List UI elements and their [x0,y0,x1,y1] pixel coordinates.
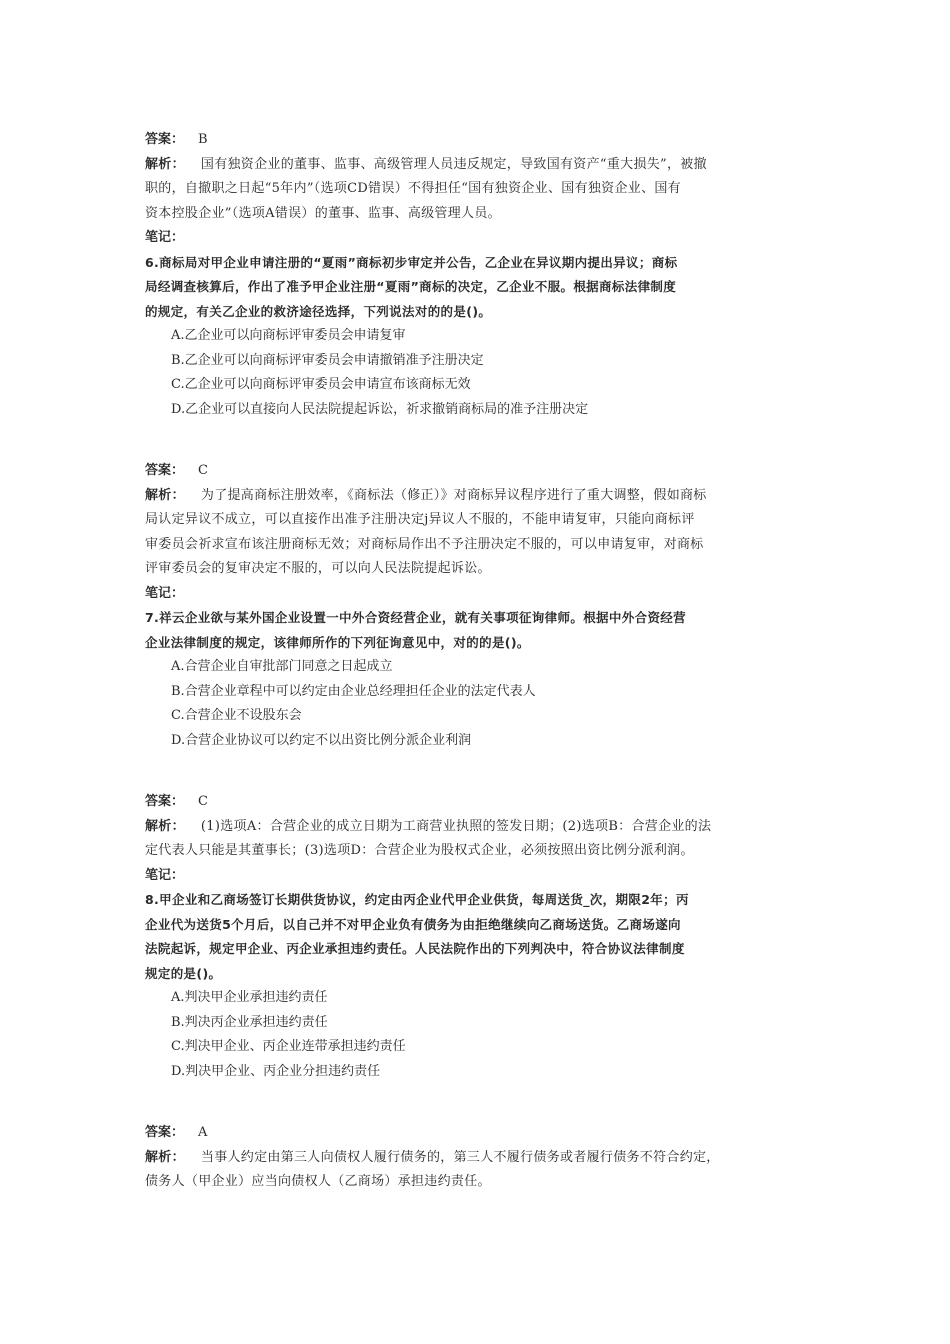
analysis-line [145,815,805,840]
analysis-text: 定代表人只能是其董事长；(3)选项D：合营企业为股权式企业，必须按照出资比例分派利润。 [145,843,694,858]
option-c: C.判决甲企业、丙企业连带承担违约责任 [171,1039,406,1054]
question-stem: 6.商标局对甲企业申请注册的“夏雨”商标初步审定并公告，乙企业在异议期内提出异议；商标 [145,254,678,270]
option-a: A.合营企业自审批部门同意之日起成立 [171,659,393,674]
notes-label: 笔记： [145,867,185,883]
spacer [145,422,805,459]
question-stem: 8.甲企业和乙商场签订长期供货协议，约定由丙企业代甲企业供货，每周送货_次，期限2年；丙 [145,892,689,907]
analysis-label: 解析： [145,487,185,503]
answer-value: A [198,1125,208,1140]
analysis-text: 审委员会祈求宣布该注册商标无效；对商标局作出不予注册决定不服的，可以申请复审，对商标 [145,536,704,552]
answer-line-q5 [145,128,805,153]
option-d: D.乙企业可以直接向人民法院提起诉讼，祈求撤销商标局的准予注册决定 [171,401,589,417]
answer-label: 答案： [145,132,185,147]
spacer [145,753,805,790]
option-a: A.乙企业可以向商标评审委员会申请复审 [171,328,406,343]
analysis-text: 资本控股企业”（选项A错误）的董事、监事、高级管理人员。 [145,205,501,221]
answer-value: C [198,794,208,809]
analysis-text: 职的，自撤职之日起“5年内”（选项CD错误）不得担任“国有独资企业、国有独资企业、国有 [145,181,681,196]
answer-value: C [198,463,208,478]
question-stem: 的规定，有关乙企业的救济途径选择，下列说法对的的是()。 [145,303,492,319]
analysis-text: 当事人约定由第三人向债权人履行债务的，第三人不履行债务或者履行债务不符合约定， [200,1149,720,1165]
analysis-line [145,153,805,178]
analysis-line [145,484,805,509]
notes-line [145,226,805,251]
question-stem: 规定的是()。 [145,965,222,981]
option-a: A.判决甲企业承担违约责任 [171,990,328,1005]
analysis-label: 解析： [145,818,185,834]
answer-line-q8 [145,1121,805,1146]
analysis-text: 债务人（甲企业）应当向债权人（乙商场）承担违约责任。 [145,1174,491,1189]
analysis-text: 为了提高商标注册效率，《商标法（修正）》对商标异议程序进行了重大调整，假如商标 [200,487,707,503]
answer-line-q6 [145,459,805,484]
notes-line [145,864,805,889]
question-stem: 局经调查核算后，作出了准予甲企业注册“夏雨”商标的决定，乙企业不服。根据商标法律制度 [145,279,677,294]
option-b: B.乙企业可以向商标评审委员会申请撤销准予注册决定 [171,352,484,368]
answer-label: 答案： [145,1125,185,1140]
analysis-text: 国有独资企业的董事、监事、高级管理人员违反规定，导致国有资产“重大损失”，被撤 [200,156,707,172]
analysis-line [145,1146,805,1171]
analysis-text: (1)选项A：合营企业的成立日期为工商营业执照的签发日期；(2)选项B：合营企业的法 [200,818,712,834]
option-b: B.判决丙企业承担违约责任 [171,1014,328,1030]
analysis-text: 局认定异议不成立，可以直接作出准予注册决定j异议人不服的，不能申请复审，只能向商标评 [145,512,695,527]
analysis-label: 解析： [145,1149,185,1165]
question-stem: 法院起诉，规定甲企业、丙企业承担违约责任。人民法院作出的下列判决中，符合协议法律制度 [145,941,685,956]
analysis-label: 解析： [145,156,185,172]
spacer [145,1084,805,1121]
answer-line-q7 [145,790,805,815]
analysis-text: 评审委员会的复审决定不服的，可以向人民法院提起诉讼。 [145,561,491,576]
answer-label: 答案： [145,794,185,809]
option-b: B.合营企业章程中可以约定由企业总经理担任企业的法定代表人 [171,683,536,699]
question-stem: 企业代为送货5个月后，以自己并不对甲企业负有债务为由拒绝继续向乙商场送货。乙商场遂向 [145,916,681,932]
answer-label: 答案： [145,463,185,478]
document-content [145,128,805,1195]
option-d: D.合营企业协议可以约定不以出资比例分派企业利润 [171,732,472,748]
option-c: C.合营企业不设股东会 [171,708,302,723]
notes-label: 笔记： [145,230,185,245]
option-c: C.乙企业可以向商标评审委员会申请宣布该商标无效 [171,377,471,392]
question-stem: 7.祥云企业欲与某外国企业设置一中外合资经营企业，就有关事项征询律师。根据中外合资经营 [145,610,686,625]
answer-value: B [198,132,208,147]
option-d: D.判决甲企业、丙企业分担违约责任 [171,1063,381,1079]
question-stem: 企业法律制度的规定，该律师所作的下列征询意见中，对的的是()。 [145,634,530,650]
notes-label: 笔记： [145,585,185,601]
notes-line [145,582,805,607]
